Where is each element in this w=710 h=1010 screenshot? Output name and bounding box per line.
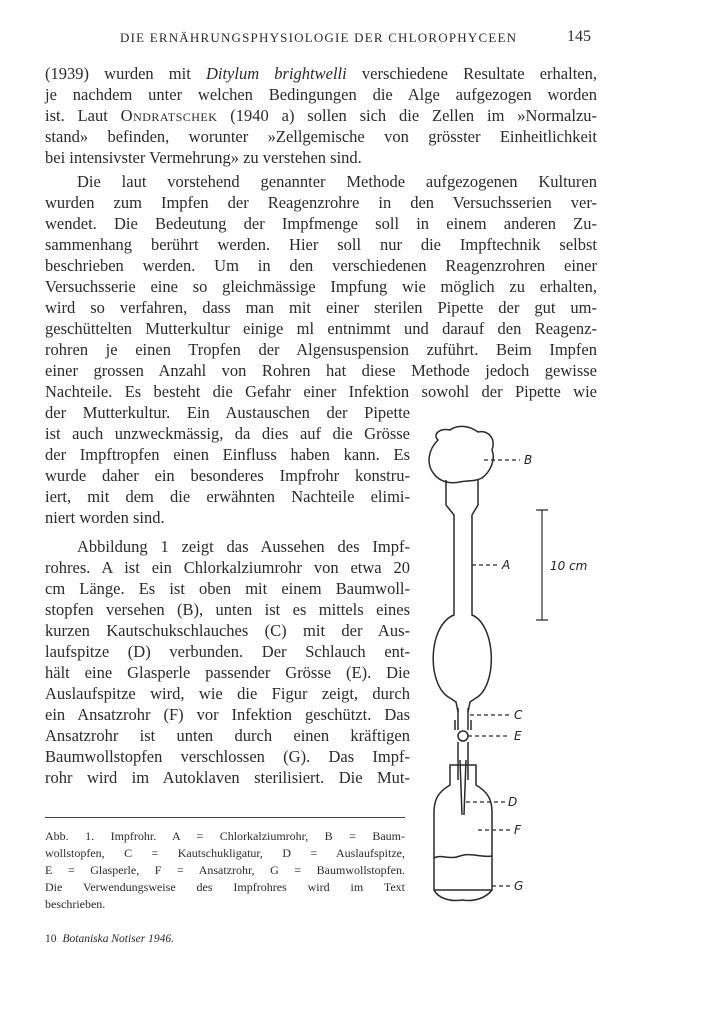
text-line: ist auch unzweckmässig, da dies auf die Grösse [45,424,410,443]
caption-line: wollstopfen, C = Kautschukligatur, D = Auslaufspitze, [45,846,405,860]
outlet-tip-d [458,742,468,815]
label-a: A [502,558,511,572]
text-line: Baumwollstopfen verschlossen (G). Das Impf- [45,747,410,766]
text-line: Versuchsserie eine so gleichmässige Impfung wie möglich zu erhalten, [45,277,597,296]
figure-impfrohr [410,420,610,920]
text-line: iert, mit dem die erwähnten Nachteile elimi- [45,487,410,506]
text-line: sammenhang berührt werden. Hier soll nur die Impftechnik selbst [45,235,597,254]
page-number: 145 [567,28,591,45]
text-line: einer grossen Anzahl von Rohren hat diese Methode jedoch gewisse [45,361,597,380]
running-header: DIE ERNÄHRUNGSPHYSIOLOGIE DER CHLOROPHYCEEN [120,30,518,45]
text-line: Nachteile. Es besteht die Gefahr einer Infektion sowohl der Pipette wie [45,382,597,401]
label-c: C [514,708,523,722]
text-line: je nachdem unter welchen Bedingungen die Alge aufgezogen worden [45,85,597,104]
text-line: rohren je einen Tropfen der Algensuspension zuführt. Beim Impfen [45,340,597,359]
tube-a [433,480,491,712]
text-line: der Mutterkultur. Ein Austauschen der Pipette [45,403,410,422]
caption-line: E = Glasperle, F = Ansatzrohr, G = Baumwollstopfen. [45,863,405,877]
cotton-plug-g [434,855,492,901]
text-line: Die laut vorstehend genannter Methode aufgezogenen Kulturen [77,172,597,191]
text-line: laufspitze (D) verbunden. Der Schlauch ent- [45,642,410,661]
text-line: wird so verfahren, dass man mit einer sterilen Pipette der gut um- [45,298,597,317]
caption-line: beschrieben. [45,897,106,911]
species-name: Ditylum brightwelli [205,64,347,83]
text-line: rohres. A ist ein Chlorkalziumrohr von etwa 20 [45,558,410,577]
text-line: niert worden sind. [45,508,165,527]
text-line: der Impftropfen einen Einfluss haben kann. Es [45,445,410,464]
text-line: Ansatzrohr ist unten durch einen kräftigen [45,726,410,745]
author-name: Ondratschek [120,106,218,125]
text-line: wurde daher ein besonderes Impfrohr konstru- [45,466,410,485]
text-line: wurden zum Impfen der Reagenzrohre in den Versuchsserien ver- [45,193,597,212]
attachment-tube-f [434,765,492,890]
text-line: beschrieben werden. Um in den verschiedenen Reagenzrohren einer [45,256,597,275]
signature-mark: 10 [45,933,57,945]
glass-bead-e [458,731,468,741]
text-line: rohr wird im Autoklaven sterilisiert. Die Mut- [45,768,410,787]
text-line: bei intensivster Vermehrung» zu verstehen sind. [45,148,362,167]
scale-bar [536,510,548,620]
journal-name: Botaniska Notiser 1946. [62,933,174,945]
text-line: ist. Laut Ondratschek (1940 a) sollen sich die Zellen im »Normalzu- [45,106,598,125]
footnote-rule [45,817,405,818]
text-line: Auslaufspitze wird, wie die Figur zeigt, durch [45,684,410,703]
page-footer [45,933,174,945]
caption-line: Abb. 1. Impfrohr. A = Chlorkalziumrohr, B = Baum- [45,829,405,843]
text-line: kurzen Kautschukschlauches (C) mit der Aus- [45,621,410,640]
text-line: stand» befinden, worunter »Zellgemische von grösster Einheitlichkeit [45,127,597,146]
label-g: G [514,879,524,893]
label-f: F [514,823,521,837]
text-line: Abbildung 1 zeigt das Aussehen des Impf- [77,537,410,556]
label-b: B [524,453,533,467]
caption-line: Die Verwendungsweise des Impfrohres wird im Text [45,880,405,894]
text-line: hält eine Glasperle passender Grösse (E). Die [45,663,410,682]
cotton-plug-b [429,426,493,482]
text-line: cm Länge. Es ist oben mit einem Baumwoll- [45,579,410,598]
text-line: (1939) wurden mit Ditylum brightwelli verschiedene Resultate erhalten, [45,64,597,83]
text-line: wendet. Die Bedeutung der Impfmenge soll in einem anderen Zu- [45,214,597,233]
text-line: ein Ansatzrohr (F) vor Infektion geschützt. Das [45,705,410,724]
label-e: E [514,729,522,743]
text-line: stopfen versehen (B), unten ist es mittels eines [45,600,410,619]
text-line: geschüttelten Mutterkultur einige ml entnimmt und darauf den Reagenz- [45,319,597,338]
scale-label: 10 cm [550,559,588,573]
label-d: D [508,795,518,809]
rubber-ligature-c [455,708,471,730]
